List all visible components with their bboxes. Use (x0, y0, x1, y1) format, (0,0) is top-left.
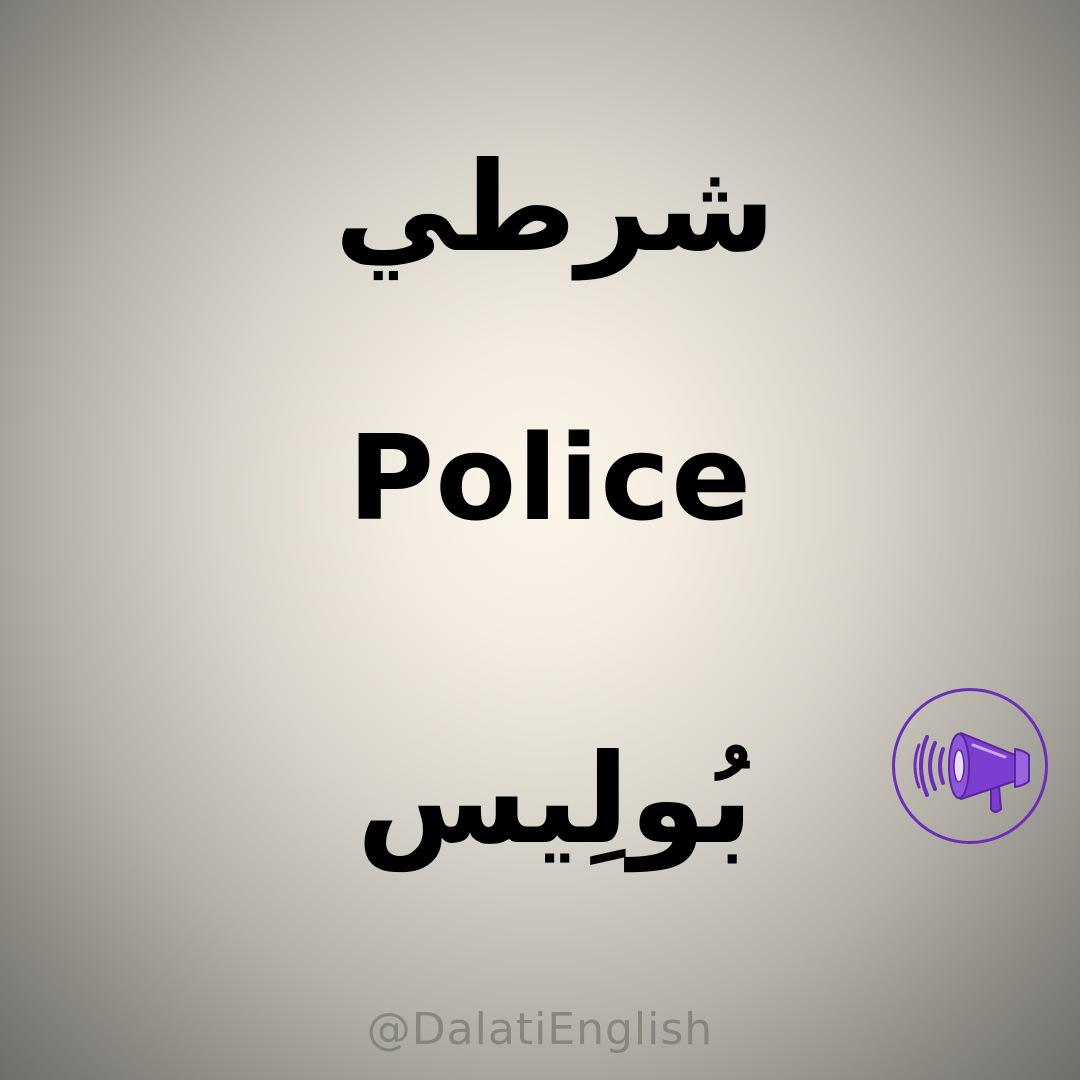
english-word: Police (347, 409, 753, 547)
arabic-word: شرطي (334, 136, 776, 280)
play-audio-button[interactable] (892, 688, 1048, 844)
arabic-transliteration: بُولِيس (356, 728, 754, 872)
megaphone-icon (895, 691, 1045, 841)
watermark-handle: @DalatiEnglish (366, 1004, 714, 1055)
